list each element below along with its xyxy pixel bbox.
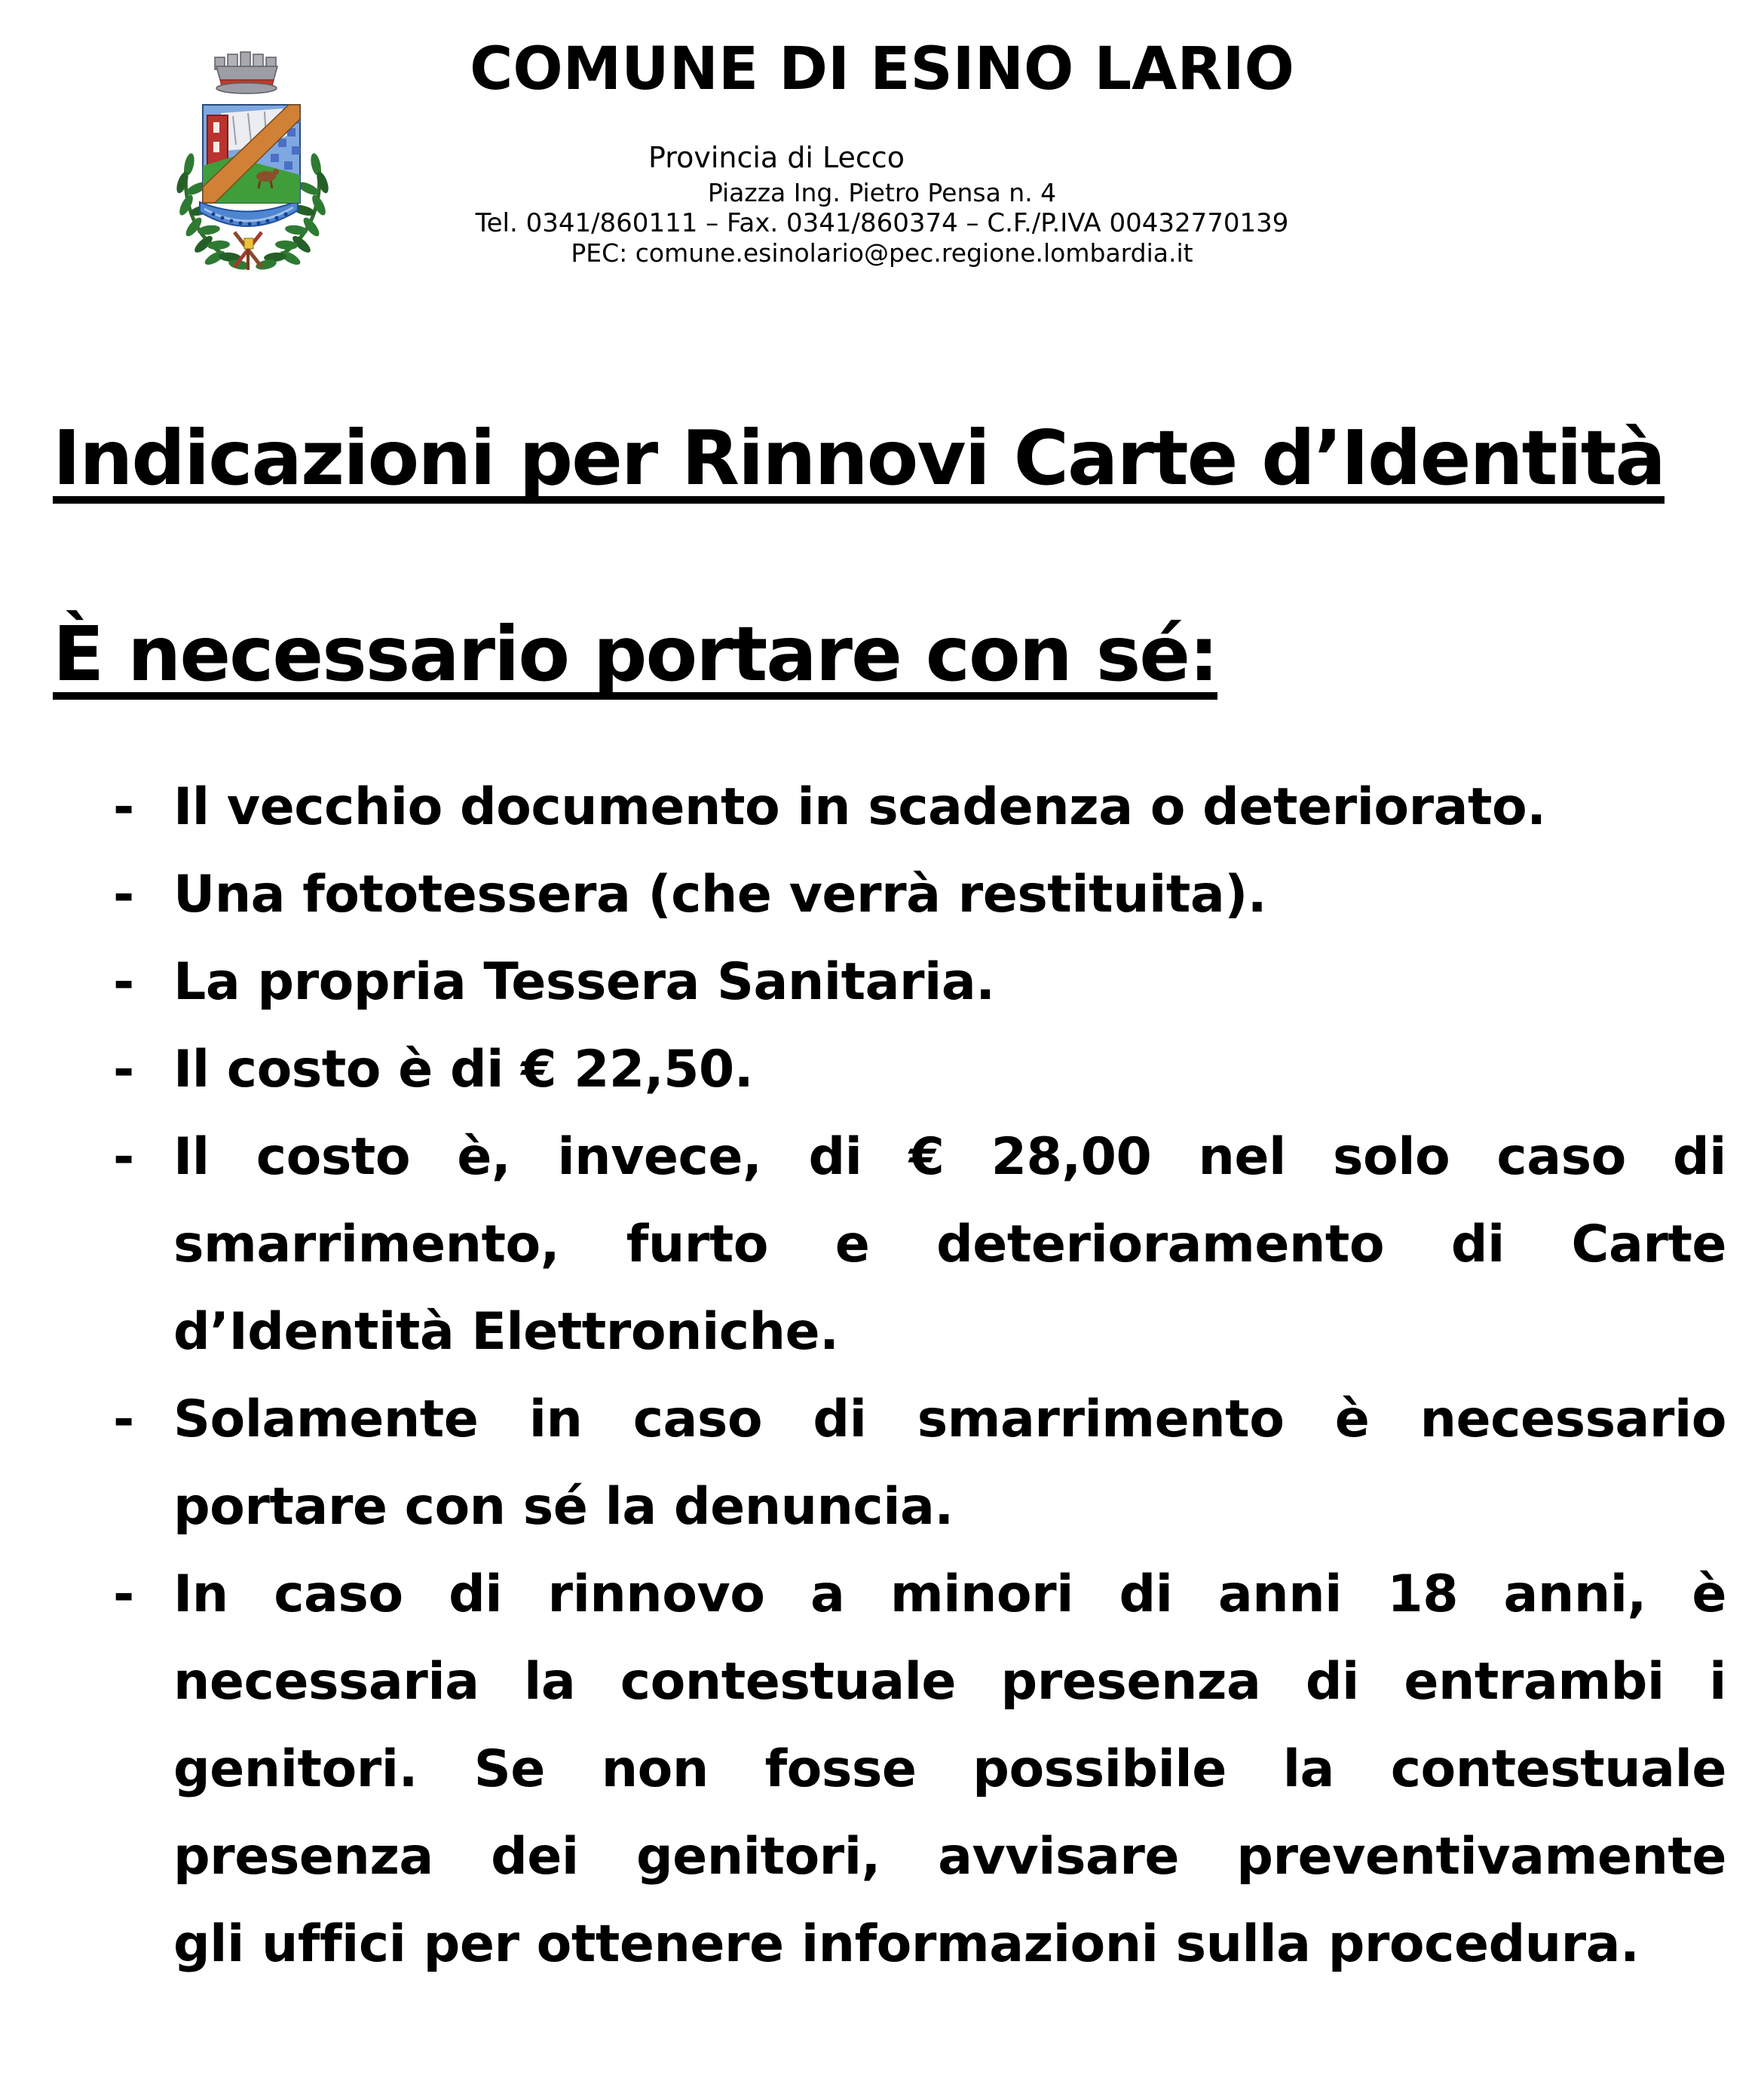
municipality-name: COMUNE DI ESINO LARIO [470,35,1294,103]
bullet-dash: - [113,1127,135,1187]
text-line: smarrimento, furto e deterioramento di Carte [173,1215,1726,1274]
text-line: gli uffici per ottenere informazioni sulla procedura. [173,1914,1640,1974]
text-line: genitori. Se non fosse possibile la contestuale [173,1739,1726,1799]
list-item [53,1114,1726,1376]
list-item-text [173,764,1726,851]
list-item [53,764,1726,851]
requirements-list [53,764,1726,1988]
bullet-dash: - [113,952,135,1012]
text-line: d’Identità Elettroniche. [173,1302,839,1362]
text-line: Una fototessera (che verrà restituita). [173,865,1267,924]
list-item [53,851,1726,939]
bullet-dash: - [113,1040,135,1099]
text-line: Il costo è di € 22,50. [173,1040,754,1099]
notice-subtitle: È necessario portare con sé: [53,610,1218,698]
list-item-text [173,851,1726,939]
list-item-text [173,1376,1726,1551]
notice-body [53,413,1726,1988]
list-item [53,1026,1726,1114]
letterhead [0,36,1764,268]
address-line: Piazza Ing. Pietro Pensa n. 4 [707,178,1057,207]
text-line: La propria Tessera Sanitaria. [173,952,995,1012]
text-line: necessaria la contestuale presenza di entrambi i [173,1652,1726,1712]
bullet-dash: - [113,1565,135,1624]
bullet-dash: - [113,865,135,924]
contacts-line: Tel. 0341/860111 – Fax. 0341/860374 – C.F./P.IVA 00432770139 [475,208,1289,238]
text-line: portare con sé la denuncia. [173,1477,954,1537]
notice-title: Indicazioni per Rinnovi Carte d’Identità [53,414,1665,502]
province-line: Provincia di Lecco [648,141,905,174]
list-item-text [173,1551,1726,1988]
list-item [53,1551,1726,1988]
text-line: Il vecchio documento in scadenza o deteriorato. [173,777,1546,837]
text-line: Solamente in caso di smarrimento è necessario [173,1390,1726,1449]
text-line: presenza dei genitori, avvisare preventivamente [173,1827,1726,1886]
list-item-text [173,1114,1726,1376]
bullet-dash: - [113,777,135,837]
text-line: Il costo è, invece, di € 28,00 nel solo caso di [173,1127,1726,1187]
list-item [53,939,1726,1026]
list-item [53,1376,1726,1551]
list-item-text [173,939,1726,1026]
list-item-text [173,1026,1726,1114]
bullet-dash: - [113,1390,135,1449]
pec-line: PEC: comune.esinolario@pec.regione.lombardia.it [571,238,1193,268]
text-line: In caso di rinnovo a minori di anni 18 anni, è [173,1565,1726,1624]
